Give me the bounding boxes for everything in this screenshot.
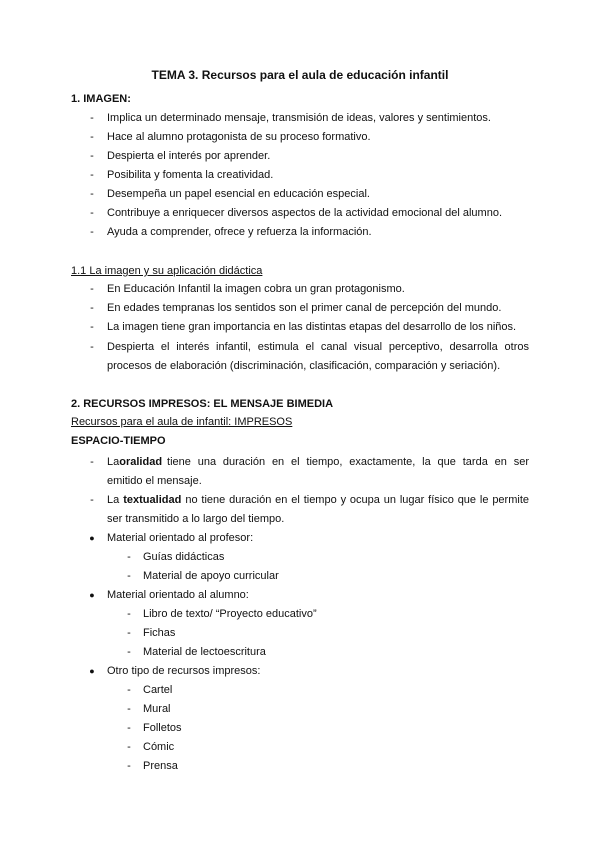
list-item: Hace al alumno protagonista de su proceso formativo. [107,131,371,143]
dash-marker: - [90,188,94,200]
list-item: Ayuda a comprender, ofrece y refuerza la información. [107,226,372,238]
otros-label: Otro tipo de recursos impresos: [107,665,261,677]
sub-list-item: Fichas [143,627,176,639]
dash-marker: - [90,341,94,353]
dash-marker: - [127,570,131,582]
list-item: En Educación Infantil la imagen cobra un gran protagonismo. [107,283,405,295]
textualidad-continuation: ser transmitido a lo largo del tiempo. [107,513,285,525]
sub-list-item: Guías didácticas [143,551,225,563]
dash-marker: - [90,283,94,295]
oralidad-continuation: emitido el mensaje. [107,475,202,487]
dash-marker: - [90,131,94,143]
dash-marker: - [90,456,94,468]
sub-list-item: Folletos [143,722,182,734]
section-1-heading: 1. IMAGEN: [71,93,131,105]
section-2-subheading: Recursos para el aula de infantil: IMPRESOS [71,416,293,428]
dash-marker: - [90,207,94,219]
sub-list-item: Cómic [143,741,175,753]
dash-marker: - [90,494,94,506]
sub-list-item: Material de lectoescritura [143,646,266,658]
dash-marker: - [127,551,131,563]
sub-list-item: Libro de texto/ “Proyecto educativo” [143,608,317,620]
dash-marker: - [90,302,94,314]
oralidad-rest: tiene una duración en el tiempo, exactamente, la que tarda en ser [167,456,529,468]
list-item: Posibilita y fomenta la creatividad. [107,169,274,181]
sub-list-item: Prensa [143,760,178,772]
oralidad-line [107,454,529,470]
espacio-tiempo-heading: ESPACIO-TIEMPO [71,435,166,447]
dash-marker: - [127,627,131,639]
list-item: Desempeña un papel esencial en educación especial. [107,188,370,200]
dash-marker: - [90,226,94,238]
sub-list-item: Material de apoyo curricular [143,570,279,582]
dash-marker: - [127,741,131,753]
textualidad-line [107,492,529,508]
section-1-1-heading: 1.1 La imagen y su aplicación didáctica [71,265,263,277]
section-2-heading: 2. RECURSOS IMPRESOS: EL MENSAJE BIMEDIA [71,398,334,410]
document-title: TEMA 3. Recursos para el aula de educación infantil [151,68,449,82]
bullet-marker: ● [89,590,95,600]
textualidad-term: textualidad [123,494,182,506]
list-item: La imagen tiene gran importancia en las distintas etapas del desarrollo de los niños. [107,321,517,333]
list-item: Implica un determinado mensaje, transmisión de ideas, valores y sentimientos. [107,112,491,124]
dash-marker: - [90,112,94,124]
dash-marker: - [90,321,94,333]
oralidad-term: oralidad [119,456,163,468]
textualidad-pre: La [107,494,120,506]
oralidad-pre: La [107,456,120,468]
textualidad-rest: no tiene duración en el tiempo y ocupa un lugar físico que le permite [185,494,529,506]
dash-marker: - [127,722,131,734]
alumno-label: Material orientado al alumno: [107,589,249,601]
list-item: En edades tempranas los sentidos son el primer canal de percepción del mundo. [107,302,502,314]
sub-list-item: Cartel [143,684,173,696]
list-item: Despierta el interés infantil, estimula el canal visual perceptivo, desarrolla otros [107,341,529,353]
list-item-continuation: procesos de elaboración (discriminación, clasificación, comparación y seriación). [107,360,501,372]
list-item: Contribuye a enriquecer diversos aspectos de la actividad emocional del alumno. [107,207,503,219]
dash-marker: - [127,760,131,772]
bullet-marker: ● [89,533,95,543]
dash-marker: - [127,684,131,696]
dash-marker: - [127,703,131,715]
bullet-marker: ● [89,666,95,676]
dash-marker: - [127,646,131,658]
dash-marker: - [90,169,94,181]
sub-list-item: Mural [143,703,171,715]
list-item: Despierta el interés por aprender. [107,150,271,162]
dash-marker: - [90,150,94,162]
profesor-label: Material orientado al profesor: [107,532,254,544]
dash-marker: - [127,608,131,620]
